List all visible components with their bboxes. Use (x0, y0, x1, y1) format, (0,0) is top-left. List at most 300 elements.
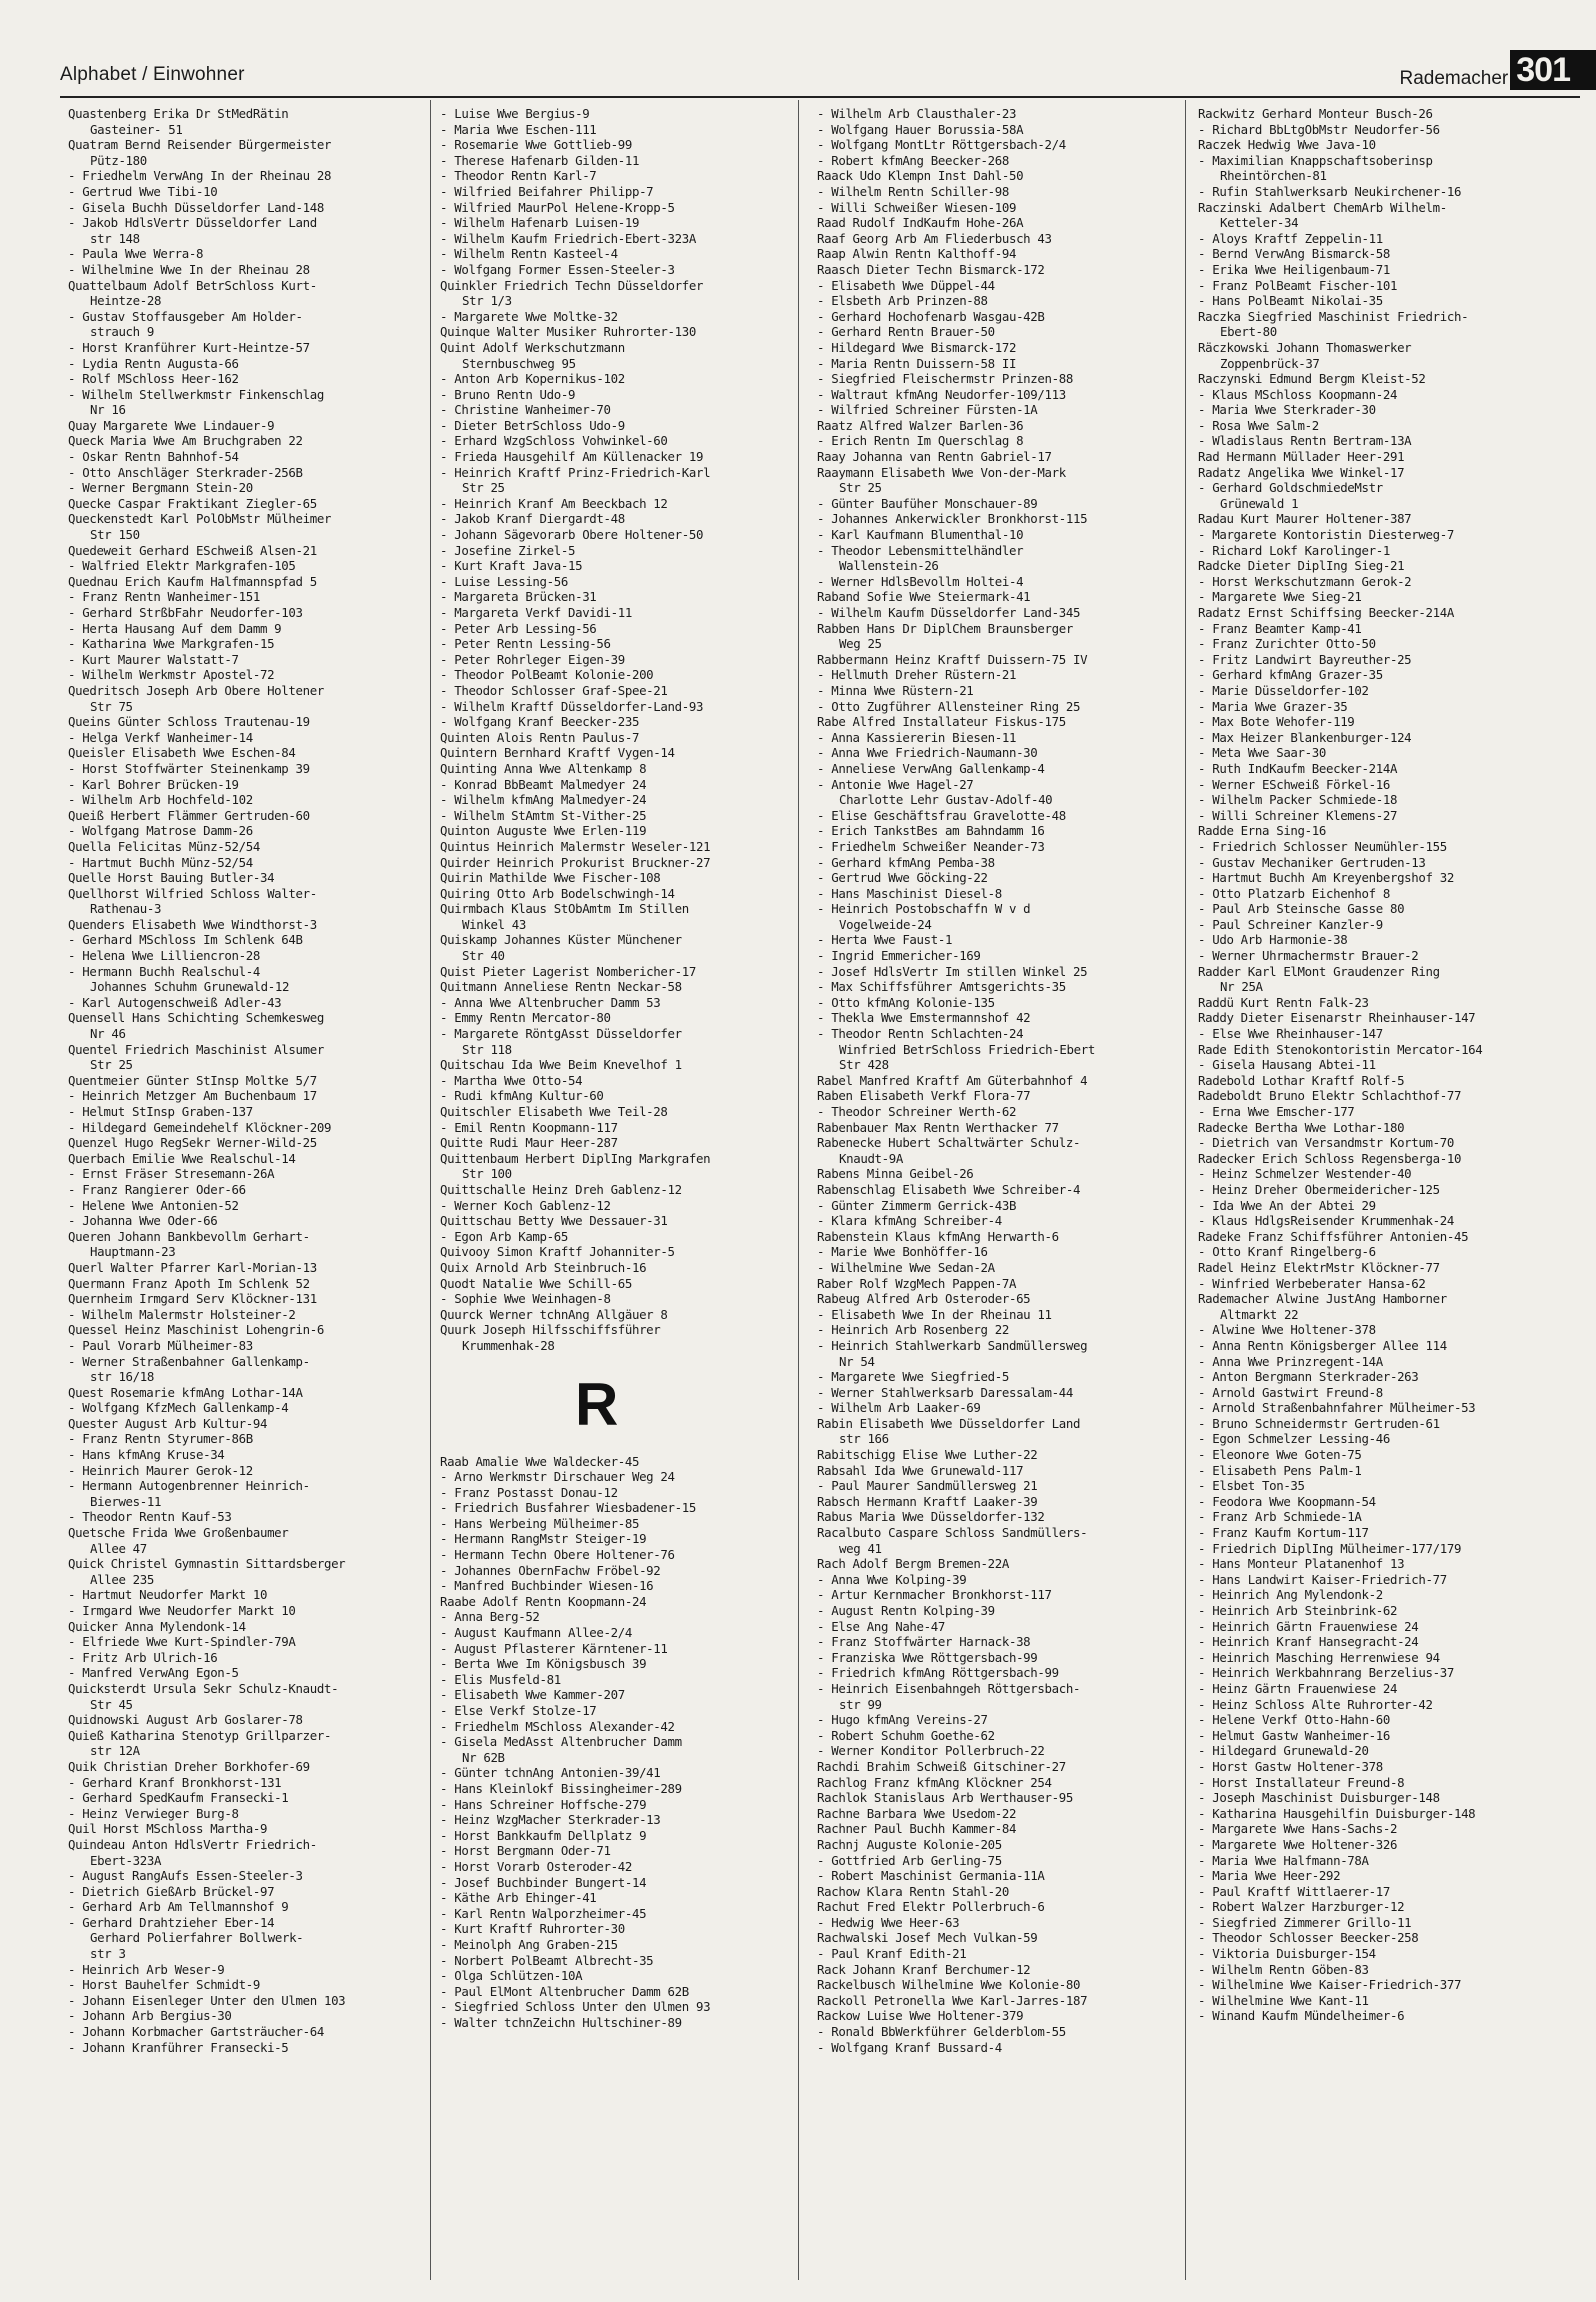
directory-entry: Quednau Erich Kaufm Halfmannspfad 5 (68, 573, 317, 589)
directory-entry: Rackoll Petronella Wwe Karl-Jarres-187 (817, 1992, 1088, 2008)
directory-entry: - Walfried Elektr Markgrafen-105 (68, 558, 296, 574)
directory-entry: - Frieda Hausgehilf Am Küllenacker 19 (440, 449, 704, 465)
directory-entry: Quieß Katharina Stenotyp Grillparzer- (68, 1727, 332, 1743)
entry-continuation: str 99 (839, 1696, 882, 1712)
directory-entry: - Anneliese VerwAng Gallenkamp-4 (817, 760, 1045, 776)
directory-entry: - Hans PolBeamt Nikolai-35 (1198, 293, 1383, 309)
directory-entry: Rachdi Brahim Schweiß Gitschiner-27 (817, 1758, 1066, 1774)
directory-entry: - Heinrich Postobschaffn W v d (817, 901, 1031, 917)
directory-entry: Raband Sofie Wwe Steiermark-41 (817, 589, 1031, 605)
directory-entry: - Horst Vorarb Osteroder-42 (440, 1858, 632, 1874)
directory-entry: - Franz Rangierer Oder-66 (68, 1181, 246, 1197)
directory-entry: - Wilhelm Rentn Schiller-98 (817, 183, 1009, 199)
directory-entry: - Werner Straßenbahner Gallenkamp- (68, 1353, 310, 1369)
directory-entry: Quinton Auguste Wwe Erlen-119 (440, 823, 647, 839)
directory-entry: - Wolfgang Kranf Beecker-235 (440, 714, 640, 730)
directory-entry: - Johannes Ankerwickler Bronkhorst-115 (817, 511, 1088, 527)
directory-entry: - Emmy Rentn Mercator-80 (440, 1010, 611, 1026)
directory-entry: - Franziska Wwe Röttgersbach-99 (817, 1649, 1038, 1665)
directory-entry: - Karl Rentn Walporzheimer-45 (440, 1905, 647, 1921)
directory-entry: Quastenberg Erika Dr StMedRätin (68, 106, 289, 121)
directory-entry: - Heinrich Maurer Gerok-12 (68, 1462, 253, 1478)
directory-entry: - Wilhelm StAmtm St-Vither-25 (440, 807, 647, 823)
directory-entry: - Heinrich Kranf Am Beeckbach 12 (440, 495, 668, 511)
directory-entry: - Erika Wwe Heiligenbaum-71 (1198, 261, 1390, 277)
directory-entry: - Josef HdlsVertr Im stillen Winkel 25 (817, 963, 1088, 979)
directory-entry: - Heinrich Masching Herrenwiese 94 (1198, 1649, 1440, 1665)
directory-entry: - Dietrich van Versandmstr Kortum-70 (1198, 1135, 1454, 1151)
directory-entry: - Max Heizer Blankenburger-124 (1198, 729, 1412, 745)
entry-continuation: Str 40 (462, 948, 505, 964)
directory-entry: - Margarete Wwe Siegfried-5 (817, 1369, 1009, 1385)
directory-entry: Raben Elisabeth Verkf Flora-77 (817, 1088, 1031, 1104)
entry-continuation: Hauptmann-23 (90, 1244, 176, 1260)
directory-entry: - Johann Eisenleger Unter den Ulmen 103 (68, 1992, 346, 2008)
directory-entry: Queren Johann Bankbevollm Gerhart- (68, 1228, 310, 1244)
directory-entry: Raasch Dieter Techn Bismarck-172 (817, 261, 1045, 277)
directory-entry: - Else Wwe Rheinhauser-147 (1198, 1026, 1383, 1042)
directory-entry: - Hans Kleinlokf Bissingheimer-289 (440, 1780, 682, 1796)
directory-entry: - Heinrich Eisenbahngeh Röttgersbach- (817, 1680, 1081, 1696)
section-letter: R (575, 1370, 618, 1438)
directory-entry: - Irmgard Wwe Neudorfer Markt 10 (68, 1603, 296, 1618)
directory-entry: - Heinz Gärtn Frauenwiese 24 (1198, 1680, 1398, 1696)
directory-entry: - Gerhard Drahtzieher Eber-14 (68, 1914, 275, 1930)
directory-entry: - Peter Rohrleger Eigen-39 (440, 651, 625, 667)
directory-entry: - Ingrid Emmericher-169 (817, 948, 981, 964)
directory-entry: Racalbuto Caspare Schloss Sandmüllers- (817, 1525, 1088, 1541)
directory-entry: - Manfred VerwAng Egon-5 (68, 1665, 239, 1681)
directory-entry: - Heinz Schloss Alte Ruhrorter-42 (1198, 1696, 1433, 1712)
directory-entry: Raddy Dieter Eisenarstr Rheinhauser-147 (1198, 1010, 1476, 1026)
running-head (1399, 50, 1596, 90)
directory-entry: Raay Johanna van Rentn Gabriel-17 (817, 449, 1052, 465)
directory-entry: Quinkler Friedrich Techn Düsseldorfer (440, 277, 704, 293)
directory-entry: - Eleonore Wwe Goten-75 (1198, 1447, 1362, 1463)
directory-entry: - Elise Geschäftsfrau Gravelotte-48 (817, 807, 1066, 823)
directory-entry: - Hermann Buchh Realschul-4 (68, 963, 260, 979)
directory-entry: Quedritsch Joseph Arb Obere Holtener (68, 682, 324, 698)
directory-entry: - Robert Maschinist Germania-11A (817, 1868, 1045, 1884)
directory-entry: - Wolfgang KfzMech Gallenkamp-4 (68, 1400, 289, 1416)
entry-continuation: Str 1/3 (462, 293, 512, 309)
directory-entry: Quist Pieter Lagerist Nombericher-17 (440, 963, 696, 979)
directory-entry: - Gisela MedAsst Altenbrucher Damm (440, 1734, 682, 1750)
directory-entry: - Heinrich Arb Weser-9 (68, 1961, 225, 1977)
directory-entry: - Horst Bauhelfer Schmidt-9 (68, 1977, 260, 1993)
directory-entry: - Peter Rentn Lessing-56 (440, 636, 611, 652)
directory-entry: - Lydia Rentn Augusta-66 (68, 355, 239, 371)
directory-entry: Rabenschlag Elisabeth Wwe Schreiber-4 (817, 1181, 1081, 1197)
directory-entry: - Antonie Wwe Hagel-27 (817, 776, 974, 792)
entry-continuation: Grünewald 1 (1220, 495, 1299, 511)
directory-entry: - Paul Vorarb Mülheimer-83 (68, 1337, 253, 1353)
entry-list (817, 106, 1177, 2055)
directory-entry: - Johannes ObernFachw Fröbel-92 (440, 1562, 661, 1578)
directory-entry: Rabus Maria Wwe Düsseldorfer-132 (817, 1509, 1045, 1525)
directory-entry: Quurck Werner tchnAng Allgäuer 8 (440, 1306, 668, 1322)
directory-entry: - Anna Berg-52 (440, 1609, 540, 1625)
directory-entry: - Marie Düsseldorfer-102 (1198, 682, 1369, 698)
directory-entry: - Franz Postasst Donau-12 (440, 1484, 618, 1500)
directory-entry: - Anna Wwe Friedrich-Naumann-30 (817, 745, 1038, 761)
running-name: Rademacher (1399, 68, 1509, 89)
entry-continuation: Johannes Schuhm Grunewald-12 (90, 979, 290, 995)
directory-entry: - Heinz Schmelzer Westender-40 (1198, 1166, 1412, 1182)
directory-entry: - Karl Kaufmann Blumenthal-10 (817, 527, 1024, 543)
directory-entry: - Klara kfmAng Schreiber-4 (817, 1213, 1002, 1229)
directory-entry: - Theodor Lebensmittelhändler (817, 542, 1024, 558)
directory-entry: Rabenecke Hubert Schaltwärter Schulz- (817, 1135, 1081, 1151)
directory-entry: - Hans kfmAng Kruse-34 (68, 1447, 225, 1463)
directory-entry: Quicksterdt Ursula Sekr Schulz-Knaudt- (68, 1680, 339, 1696)
directory-entry: - Herta Wwe Faust-1 (817, 932, 953, 948)
directory-entry: - Friedrich DiplIng Mülheimer-177/179 (1198, 1540, 1462, 1556)
directory-entry: - Wilhelmine Wwe Kaiser-Friedrich-377 (1198, 1977, 1462, 1993)
entry-continuation: Str 75 (90, 698, 133, 714)
directory-entry: - Willi Schreiner Klemens-27 (1198, 807, 1398, 823)
directory-entry: Raatz Alfred Walzer Barlen-36 (817, 417, 1024, 433)
directory-entry: - Egon Schmelzer Lessing-46 (1198, 1431, 1390, 1447)
directory-entry: - Paul Arb Steinsche Gasse 80 (1198, 901, 1405, 917)
directory-entry: - Manfred Buchbinder Wiesen-16 (440, 1578, 654, 1594)
directory-entry: - Wolfgang Former Essen-Steeler-3 (440, 261, 675, 277)
directory-entry: - Gerhard GoldschmiedeMstr (1198, 480, 1383, 496)
directory-entry: - Walter tchnZeichn Hultschiner-89 (440, 2014, 682, 2030)
directory-entry: Quick Christel Gymnastin Sittardsberger (68, 1556, 346, 1572)
entry-continuation: Pütz-180 (90, 152, 147, 168)
directory-entry: - Wilhelm Kraftf Düsseldorfer-Land-93 (440, 698, 704, 714)
directory-entry: Queisler Elisabeth Wwe Eschen-84 (68, 745, 296, 761)
directory-entry: - Otto Kranf Ringelberg-6 (1198, 1244, 1376, 1260)
directory-entry: - Wilhelm kfmAng Malmedyer-24 (440, 792, 647, 808)
directory-entry: Rad Hermann Müllader Heer-291 (1198, 449, 1405, 465)
directory-entry: - Therese Hafenarb Gilden-11 (440, 152, 640, 168)
entry-continuation: Knaudt-9A (839, 1150, 903, 1166)
directory-entry: - Marie Wwe Bonhöffer-16 (817, 1244, 988, 1260)
directory-entry: - Margareta Brücken-31 (440, 589, 597, 605)
directory-entry: - Werner Uhrmachermstr Brauer-2 (1198, 948, 1419, 964)
directory-entry: - Else Ang Nahe-47 (817, 1618, 945, 1634)
entry-list (68, 106, 428, 2055)
directory-entry: - Siegfried Zimmerer Grillo-11 (1198, 1914, 1412, 1930)
directory-entry: - Paul ElMont Altenbrucher Damm 62B (440, 1983, 689, 1999)
directory-entry: - Wilhelm Arb Laaker-69 (817, 1400, 981, 1416)
directory-entry: Quiskamp Johannes Küster Münchener (440, 932, 682, 948)
directory-entry: - Gisela Buchh Düsseldorfer Land-148 (68, 199, 324, 215)
directory-entry: Radatz Ernst Schiffsing Beecker-214A (1198, 605, 1454, 620)
entry-continuation: Str 100 (462, 1166, 512, 1182)
directory-entry: - Gottfried Arb Gerling-75 (817, 1852, 1002, 1868)
directory-entry: Quellhorst Wilfried Schloss Walter- (68, 885, 317, 901)
directory-entry: Radde Erna Sing-16 (1198, 823, 1326, 839)
directory-entry: Radcke Dieter DiplIng Sieg-21 (1198, 558, 1405, 574)
directory-entry: - Gerhard Arb Am Tellmannshof 9 (68, 1899, 289, 1915)
directory-entry: - Helga Verkf Wanheimer-14 (68, 729, 253, 745)
directory-entry: Quix Arnold Arb Steinbruch-16 (440, 1259, 647, 1275)
directory-entry: - Hartmut Buchh Münz-52/54 (68, 854, 253, 870)
directory-entry: - Sophie Wwe Weinhagen-8 (440, 1291, 611, 1307)
directory-entry: Rackwitz Gerhard Monteur Busch-26 (1198, 106, 1433, 121)
entry-continuation: strauch 9 (90, 324, 154, 340)
directory-entry: - Wilhelm Kaufm Friedrich-Ebert-323A (440, 230, 696, 246)
directory-entry: - Meta Wwe Saar-30 (1198, 745, 1326, 761)
directory-entry: - August Kaufmann Allee-2/4 (440, 1625, 632, 1641)
directory-entry: - Winand Kaufm Mündelheimer-6 (1198, 2008, 1405, 2024)
entry-continuation: Nr 54 (839, 1353, 875, 1369)
directory-entry: - Anna Wwe Altenbrucher Damm 53 (440, 994, 661, 1010)
directory-entry: Rachner Paul Buchh Kammer-84 (817, 1821, 1017, 1837)
directory-entry: - Wolfgang Hauer Borussia-58A (817, 121, 1024, 137)
directory-entry: Querbach Emilie Wwe Realschul-14 (68, 1150, 296, 1166)
directory-entry: - Viktoria Duisburger-154 (1198, 1946, 1376, 1962)
directory-entry: - Franz Rentn Styrumer-86B (68, 1431, 253, 1447)
directory-entry: - Margarete Wwe Sieg-21 (1198, 589, 1362, 605)
directory-entry: - Theodor Rentn Kauf-53 (68, 1509, 232, 1525)
directory-entry: - Rosemarie Wwe Gottlieb-99 (440, 137, 632, 153)
directory-entry: - Paul Kraftf Wittlaerer-17 (1198, 1883, 1390, 1899)
directory-entry: - Christine Wanheimer-70 (440, 402, 611, 418)
directory-entry: - Horst Installateur Freund-8 (1198, 1774, 1405, 1790)
directory-entry: - Maria Wwe Eschen-111 (440, 121, 597, 137)
directory-entry: - Helene Verkf Otto-Hahn-60 (1198, 1712, 1390, 1728)
directory-entry: Rabeug Alfred Arb Osteroder-65 (817, 1291, 1031, 1307)
directory-entry: - Günter Baufüher Monschauer-89 (817, 495, 1038, 511)
directory-entry: - Günter Zimmerm Gerrick-43B (817, 1197, 1017, 1213)
directory-entry: Rabben Hans Dr DiplChem Braunsberger (817, 620, 1073, 636)
directory-entry: Quittenbaum Herbert DiplIng Markgrafen (440, 1150, 711, 1166)
directory-entry: - Elisabeth Wwe Kammer-207 (440, 1687, 625, 1703)
directory-entry: - Gerhard Kranf Bronkhorst-131 (68, 1774, 282, 1790)
directory-entry: - August Rentn Kolping-39 (817, 1603, 995, 1618)
directory-entry: - Arnold Gastwirt Freund-8 (1198, 1384, 1383, 1400)
directory-entry: - Konrad BbBeamt Malmedyer 24 (440, 776, 647, 792)
directory-entry: - Friedhelm VerwAng In der Rheinau 28 (68, 168, 332, 184)
directory-entry: - Maria Wwe Grazer-35 (1198, 698, 1348, 714)
directory-entry: Quattelbaum Adolf BetrSchloss Kurt- (68, 277, 317, 293)
directory-entry: - Robert kfmAng Beecker-268 (817, 152, 1009, 168)
directory-entry: - Rufin Stahlwerksarb Neukirchener-16 (1198, 183, 1462, 199)
directory-entry: - Heinrich Werkbahnrang Berzelius-37 (1198, 1665, 1454, 1681)
directory-entry: - Peter Arb Lessing-56 (440, 620, 597, 636)
entry-continuation: weg 41 (839, 1540, 882, 1556)
directory-entry: - Elisabeth Wwe In der Rheinau 11 (817, 1306, 1052, 1322)
entry-continuation: Rheintörchen-81 (1220, 168, 1327, 184)
directory-entry: - Heinrich Arb Steinbrink-62 (1198, 1603, 1398, 1618)
entry-continuation: Ebert-80 (1220, 324, 1277, 340)
entry-continuation: Str 25 (90, 1057, 133, 1073)
directory-entry: Queck Maria Wwe Am Bruchgraben 22 (68, 433, 303, 449)
directory-entry: - Wilfried MaurPol Helene-Kropp-5 (440, 199, 675, 215)
directory-entry: Räczkowski Johann Thomaswerker (1198, 339, 1412, 355)
directory-entry: - Robert Walzer Harzburger-12 (1198, 1899, 1405, 1915)
directory-entry: - Margareta Verkf Davidi-11 (440, 605, 632, 620)
column-divider (430, 100, 431, 2280)
directory-entry: - Hans Schreiner Hoffsche-279 (440, 1796, 647, 1812)
directory-entry: Quatram Bernd Reisender Bürgermeister (68, 137, 332, 153)
directory-entry: - Margarete Wwe Moltke-32 (440, 308, 618, 324)
directory-entry: - Katharina Wwe Markgrafen-15 (68, 636, 275, 652)
directory-entry: - Franz Rentn Wanheimer-151 (68, 589, 260, 605)
directory-entry: Quinten Alois Rentn Paulus-7 (440, 729, 640, 745)
directory-entry: - Wilhelm Arb Hochfeld-102 (68, 792, 253, 808)
directory-entry: Rachow Klara Rentn Stahl-20 (817, 1883, 1009, 1899)
directory-entry: Quurk Joseph Hilfsschiffsführer (440, 1322, 661, 1338)
directory-entry: - Theodor PolBeamt Kolonie-200 (440, 667, 654, 683)
directory-entry: - Jakob Kranf Diergardt-48 (440, 511, 625, 527)
directory-entry: Raczinski Adalbert ChemArb Wilhelm- (1198, 199, 1447, 215)
directory-entry: - Kurt Kraft Java-15 (440, 558, 583, 574)
directory-entry: Quivooy Simon Kraftf Johanniter-5 (440, 1244, 675, 1260)
directory-entry: Quirin Mathilde Wwe Fischer-108 (440, 870, 661, 886)
directory-entry: - Margarete Kontoristin Diesterweg-7 (1198, 527, 1454, 543)
directory-entry: Quintern Bernhard Kraftf Vygen-14 (440, 745, 675, 761)
directory-entry: - Margarete Wwe Holtener-326 (1198, 1836, 1398, 1852)
directory-entry: Rackow Luise Wwe Holtener-379 (817, 2008, 1024, 2024)
entry-list (440, 1454, 800, 2031)
directory-entry: - Otto Anschläger Sterkrader-256B (68, 464, 303, 480)
directory-entry: - Maria Wwe Sterkrader-30 (1198, 402, 1376, 418)
directory-entry: Quessel Heinz Maschinist Lohengrin-6 (68, 1322, 324, 1338)
section-title: Alphabet / Einwohner (60, 64, 245, 85)
directory-entry: - Werner Koch Gablenz-12 (440, 1197, 611, 1213)
directory-entry: - Erich TankstBes am Bahndamm 16 (817, 823, 1045, 839)
directory-entry: - Winfried Werbeberater Hansa-62 (1198, 1275, 1426, 1291)
directory-entry: Raczka Siegfried Maschinist Friedrich- (1198, 308, 1469, 324)
page-header (60, 50, 1596, 96)
directory-entry: - Wilhelm Arb Clausthaler-23 (817, 106, 1017, 121)
directory-entry: - Theodor Rentn Karl-7 (440, 168, 597, 184)
directory-entry: - Gerhard SpedKaufm Fransecki-1 (68, 1790, 289, 1806)
entry-continuation: Krummenhak-28 (462, 1337, 555, 1353)
directory-entry: - Erich Rentn Im Querschlag 8 (817, 433, 1024, 449)
directory-entry: - Paula Wwe Werra-8 (68, 246, 204, 262)
directory-entry: - Waltraut kfmAng Neudorfer-109/113 (817, 386, 1066, 402)
directory-entry: - Heinrich Kranf Hansegracht-24 (1198, 1634, 1419, 1650)
directory-entry: - Egon Arb Kamp-65 (440, 1228, 568, 1244)
directory-entry: Rade Edith Stenokontoristin Mercator-164 (1198, 1041, 1483, 1057)
directory-entry: Rachlog Franz kfmAng Klöckner 254 (817, 1774, 1052, 1790)
directory-entry: - Luise Lessing-56 (440, 573, 568, 589)
directory-entry: - Gertrud Wwe Göcking-22 (817, 870, 988, 886)
directory-entry: - Paul Kranf Edith-21 (817, 1946, 967, 1962)
directory-entry: - Ernst Fräser Stresemann-26A (68, 1166, 275, 1182)
directory-entry: - Elisabeth Wwe Düppel-44 (817, 277, 995, 293)
directory-entry: - Gerhard MSchloss Im Schlenk 64B (68, 932, 303, 948)
directory-entry: - Bruno Rentn Udo-9 (440, 386, 576, 402)
directory-entry: - Meinolph Ang Graben-215 (440, 1936, 618, 1952)
entry-continuation: Nr 46 (90, 1026, 126, 1042)
directory-entry: - Theodor Schlosser Graf-Spee-21 (440, 682, 668, 698)
directory-entry: - Franz Beamter Kamp-41 (1198, 620, 1362, 636)
directory-entry: Rack Johann Kranf Berchumer-12 (817, 1961, 1031, 1977)
directory-entry: - Wilhelmine Wwe Kant-11 (1198, 1992, 1369, 2008)
directory-entry: - Kurt Maurer Walstatt-7 (68, 651, 239, 667)
directory-entry: - Ruth IndKaufm Beecker-214A (1198, 760, 1398, 776)
directory-entry: - Hans Landwirt Kaiser-Friedrich-77 (1198, 1571, 1447, 1587)
directory-entry: - Artur Kernmacher Bronkhorst-117 (817, 1587, 1052, 1603)
directory-entry: - Hans Maschinist Diesel-8 (817, 885, 1002, 901)
directory-entry: - Richard BbLtgObMstr Neudorfer-56 (1198, 121, 1440, 137)
directory-entry: - Joseph Maschinist Duisburger-148 (1198, 1790, 1440, 1806)
directory-entry: - Maria Rentn Duissern-58 II (817, 355, 1017, 371)
directory-entry: - Emil Rentn Koopmann-117 (440, 1119, 618, 1135)
directory-entry: - Friedrich Busfahrer Wiesbadener-15 (440, 1500, 696, 1516)
directory-entry: - Erna Wwe Emscher-177 (1198, 1104, 1355, 1119)
directory-entry: Radebold Lothar Kraftf Rolf-5 (1198, 1072, 1405, 1088)
entry-continuation: str 16/18 (90, 1369, 154, 1385)
directory-entry: - Heinz Verwieger Burg-8 (68, 1805, 239, 1821)
directory-entry: Quint Adolf Werkschutzmann (440, 339, 625, 355)
directory-entry: - Hellmuth Dreher Rüstern-21 (817, 667, 1017, 683)
directory-entry: Quik Christian Dreher Borkhofer-69 (68, 1758, 310, 1774)
directory-entry: - Arnold Straßenbahnfahrer Mülheimer-53 (1198, 1400, 1476, 1416)
directory-entry: Quitschler Elisabeth Wwe Teil-28 (440, 1104, 668, 1119)
directory-entry: Raczek Hedwig Wwe Java-10 (1198, 137, 1376, 153)
directory-entry: - Gisela Hausang Abtei-11 (1198, 1057, 1376, 1073)
directory-entry: - Martha Wwe Otto-54 (440, 1072, 583, 1088)
directory-entry: Quella Felicitas Münz-52/54 (68, 838, 260, 854)
directory-entry: - Wilhelm Rentn Kasteel-4 (440, 246, 618, 262)
directory-entry: Quindeau Anton HdlsVertr Friedrich- (68, 1836, 317, 1852)
directory-entry: Quirder Heinrich Prokurist Bruckner-27 (440, 854, 711, 870)
directory-entry: - Herta Hausang Auf dem Damm 9 (68, 620, 282, 636)
directory-entry: Rabsch Hermann Kraftf Laaker-39 (817, 1493, 1038, 1509)
directory-entry: - Heinrich Ang Mylendonk-2 (1198, 1587, 1383, 1603)
directory-entry: - Elsbeth Arb Prinzen-88 (817, 293, 988, 309)
directory-entry: - Gertrud Wwe Tibi-10 (68, 183, 218, 199)
directory-entry: - Gerhard Hochofenarb Wasgau-42B (817, 308, 1045, 324)
directory-entry: Quiring Otto Arb Bodelschwingh-14 (440, 885, 675, 901)
directory-entry: Rabenstein Klaus kfmAng Herwarth-6 (817, 1228, 1059, 1244)
directory-entry: Rabin Elisabeth Wwe Düsseldorfer Land (817, 1415, 1081, 1431)
directory-entry: Queckenstedt Karl PolObMstr Mülheimer (68, 511, 332, 527)
directory-entry: - Fritz Arb Ulrich-16 (68, 1649, 218, 1665)
directory-entry: Quentel Friedrich Maschinist Alsumer (68, 1041, 324, 1057)
directory-entry: - Klaus HdlgsReisender Krummenhak-24 (1198, 1213, 1454, 1229)
directory-entry: - Josef Buchbinder Bungert-14 (440, 1874, 647, 1890)
entry-continuation: Sternbuschweg 95 (462, 355, 576, 371)
entry-continuation: Vogelweide-24 (839, 916, 932, 932)
directory-entry: Raczynski Edmund Bergm Kleist-52 (1198, 371, 1426, 387)
directory-entry: Quester August Arb Kultur-94 (68, 1415, 268, 1431)
entry-continuation: str 12A (90, 1743, 140, 1759)
entry-continuation: Str 45 (90, 1696, 133, 1712)
directory-entry: - Werner Konditor Pollerbruch-22 (817, 1743, 1045, 1759)
directory-entry: Quenders Elisabeth Wwe Windthorst-3 (68, 916, 317, 932)
directory-entry: - Gustav Stoffausgeber Am Holder- (68, 308, 303, 324)
entry-list (1198, 106, 1558, 2024)
directory-entry: - Richard Lokf Karolinger-1 (1198, 542, 1390, 558)
directory-entry: - Aloys Kraftf Zeppelin-11 (1198, 230, 1383, 246)
directory-entry: - Anna Rentn Königsberger Allee 114 (1198, 1337, 1447, 1353)
directory-entry: - Ronald BbWerkführer Gelderblom-55 (817, 2024, 1066, 2040)
directory-entry: - Friedrich kfmAng Röttgersbach-99 (817, 1665, 1059, 1681)
directory-entry: - Helene Wwe Antonien-52 (68, 1197, 239, 1213)
directory-entry: Radder Karl ElMont Graudenzer Ring (1198, 963, 1440, 979)
directory-entry: Quelle Horst Bauing Butler-34 (68, 870, 275, 886)
directory-entry: Quitschau Ida Wwe Beim Knevelhof 1 (440, 1057, 682, 1073)
directory-entry: Rachut Fred Elektr Pollerbruch-6 (817, 1899, 1045, 1915)
entry-continuation: Gasteiner- 51 (90, 121, 183, 137)
directory-entry: Raber Rolf WzgMech Pappen-7A (817, 1275, 1017, 1291)
directory-entry: - Horst Stoffwärter Steinenkamp 39 (68, 760, 310, 776)
directory-entry: - Karl Autogenschweiß Adler-43 (68, 994, 282, 1010)
directory-entry: - Gerhard kfmAng Pemba-38 (817, 854, 995, 870)
directory-entry: - Hermann RangMstr Steiger-19 (440, 1531, 647, 1547)
directory-entry: - Jakob HdlsVertr Düsseldorfer Land (68, 215, 317, 231)
directory-entry: - Franz Kaufm Kortum-117 (1198, 1525, 1369, 1541)
